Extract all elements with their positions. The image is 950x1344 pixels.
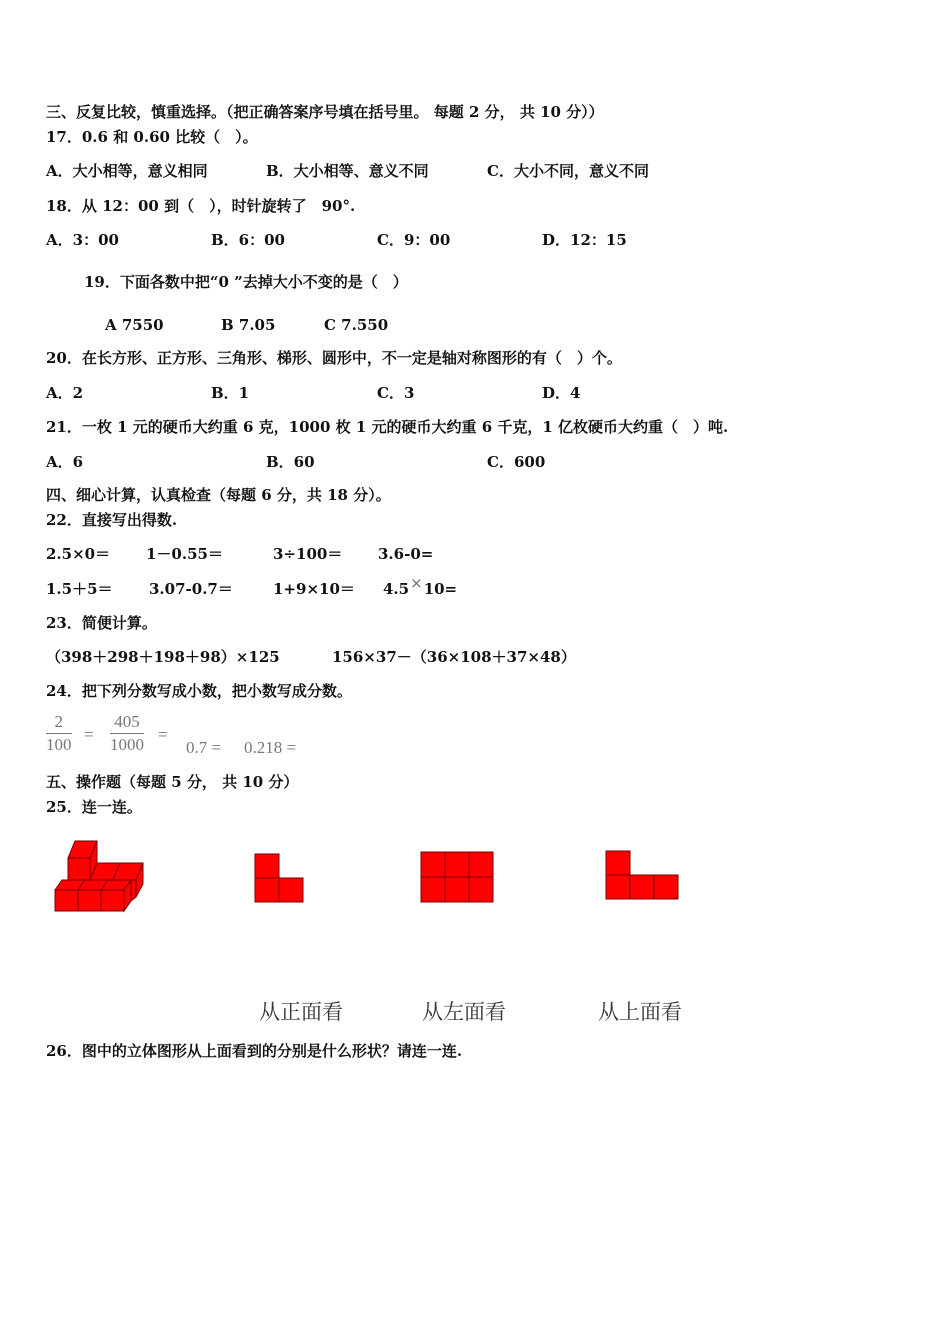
q20-stem: 20．在长方形、正方形、三角形、梯形、圆形中，不一定是轴对称图形的有（ ）个。 [46, 349, 622, 367]
q22-item-rest: 10= [423, 580, 458, 598]
view-shape-long-l [605, 850, 681, 902]
q21-option-b[interactable]: B．60 [266, 453, 315, 471]
numerator: 2 [46, 712, 72, 734]
numerator: 405 [110, 712, 144, 734]
q22-stem: 22．直接写出得数. [46, 511, 178, 529]
view-label-left: 从左面看 [422, 1000, 506, 1024]
q17-stem: 17．0.6 和 0.60 比较（ ）。 [46, 128, 258, 146]
square-cell [630, 875, 654, 899]
q20-option-a[interactable]: A．2 [46, 384, 84, 402]
q20-option-c[interactable]: C．3 [377, 384, 415, 402]
square-cell [445, 877, 469, 902]
q22-item: 1+9×10＝ [273, 580, 355, 598]
q19-stem: 19．下面各数中把“0 ”去掉大小不变的是（ ） [84, 273, 408, 291]
q26-stem: 26．图中的立体图形从上面看到的分别是什么形状？请连一连. [46, 1042, 463, 1060]
q20-option-b[interactable]: B．1 [211, 384, 250, 402]
q23-expression-1: （398＋298＋198＋98）×125 [46, 648, 280, 666]
q23-stem: 23．简便计算。 [46, 614, 157, 632]
equals-sign: = [158, 725, 168, 744]
q19-option-c[interactable]: C 7.550 [324, 316, 389, 334]
cube-face [101, 890, 124, 911]
decimal-0-218: 0.218 = [244, 738, 297, 757]
square-cell [606, 851, 630, 875]
square-cell [421, 852, 445, 877]
q22-item: 1－0.55＝ [146, 545, 223, 563]
square-cell [421, 877, 445, 902]
cube-face [68, 858, 90, 880]
view-label-front: 从正面看 [259, 1000, 343, 1024]
cube-solid-figure [53, 838, 153, 913]
cube-face [131, 880, 136, 901]
view-label-top: 从上面看 [598, 1000, 682, 1024]
q23-expression-2: 156×37－（36×108＋37×48） [332, 648, 576, 666]
q19-option-b[interactable]: B 7.05 [221, 316, 276, 334]
section5-header: 五、操作题（每题 5 分， 共 10 分） [46, 773, 299, 791]
q21-stem: 21．一枚 1 元的硬币大约重 6 克，1000 枚 1 元的硬币大约重 6 千克，1 亿枚硬币大约重（ ）吨. [46, 418, 729, 436]
square-cell [255, 854, 279, 878]
denominator: 100 [46, 735, 72, 754]
cube-face [55, 890, 78, 911]
square-cell [469, 852, 493, 877]
square-cell [606, 875, 630, 899]
q22-item-number: 4.5 [383, 580, 410, 598]
view-shape-rectangle [420, 851, 494, 903]
square-cell [255, 878, 279, 902]
q17-option-a[interactable]: A．大小相等，意义相同 [46, 162, 208, 180]
q18-option-d[interactable]: D．12：15 [542, 231, 627, 249]
q22-item: 1.5＋5＝ [46, 580, 113, 598]
denominator: 1000 [110, 735, 144, 754]
decimal-0-7: 0.7 = [186, 738, 222, 757]
equals-sign: = [84, 725, 94, 744]
q19-option-a[interactable]: A 7550 [105, 316, 164, 334]
square-cell [469, 877, 493, 902]
q25-stem: 25．连一连。 [46, 798, 142, 816]
q22-item: 3.07-0.7＝ [149, 580, 233, 598]
q17-option-c[interactable]: C．大小不同，意义不同 [487, 162, 649, 180]
q22-item: 3÷100＝ [273, 545, 343, 563]
square-cell [445, 852, 469, 877]
q20-option-d[interactable]: D．4 [542, 384, 581, 402]
cube-face [78, 890, 101, 911]
q22-item: 3.6-0= [378, 545, 434, 563]
q17-option-b[interactable]: B．大小相等、意义不同 [266, 162, 429, 180]
q22-item: 2.5×0＝ [46, 545, 111, 563]
q22-item [383, 574, 458, 599]
section3-header: 三、反复比较，慎重选择。（把正确答案序号填在括号里。 每题 2 分， 共 10 分）） [46, 103, 604, 121]
q18-option-a[interactable]: A．3：00 [46, 231, 119, 249]
multiply-sign: × [410, 574, 423, 592]
q21-option-c[interactable]: C．600 [487, 453, 546, 471]
section4-header: 四、细心计算，认真检查（每题 6 分，共 18 分）。 [46, 486, 391, 504]
q21-option-a[interactable]: A．6 [46, 453, 84, 471]
fraction-405-1000 [110, 712, 144, 756]
square-cell [654, 875, 678, 899]
fraction-2-100 [46, 712, 72, 756]
q18-option-b[interactable]: B．6：00 [211, 231, 285, 249]
q18-option-c[interactable]: C．9：00 [377, 231, 451, 249]
square-cell [279, 878, 303, 902]
view-shape-l [254, 853, 306, 905]
q18-stem: 18．从 12：00 到（ ），时针旋转了 90°. [46, 197, 356, 215]
q24-stem: 24．把下列分数写成小数，把小数写成分数。 [46, 682, 352, 700]
